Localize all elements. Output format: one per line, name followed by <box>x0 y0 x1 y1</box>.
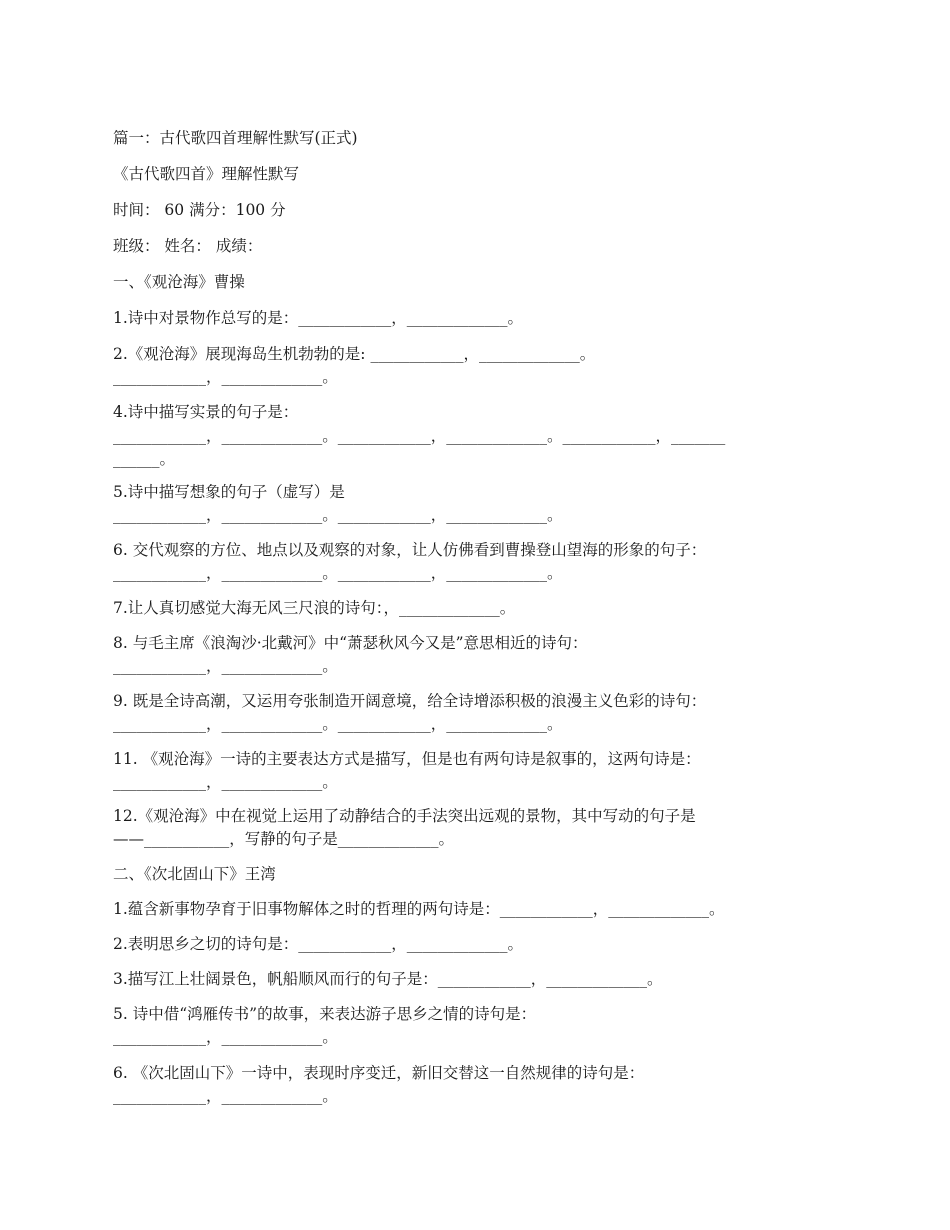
question-text: 1.蕴含新事物孕育于旧事物解体之时的哲理的两句诗是：____________，_____________。 <box>113 900 725 918</box>
answer-blanks: ______。 <box>113 450 176 468</box>
question-text: 12.《观沧海》中在视觉上运用了动静结合的手法突出远观的景物，其中写动的句子是 <box>113 807 696 825</box>
question-text: 6. 《次北固山下》一诗中，表现时序变迁，新旧交替这一自然规律的诗句是： <box>113 1064 645 1082</box>
student-info: 班级： 姓名： 成绩： <box>113 237 263 255</box>
question-text: 2.《观沧海》展现海岛生机勃勃的是: ____________，_____________。 <box>113 345 596 363</box>
question-text: 11. 《观沧海》一诗的主要表达方式是描写，但是也有两句诗是叙事的，这两句诗是： <box>113 750 701 768</box>
question-text: 5.诗中描写想象的句子（虚写）是 <box>113 483 345 501</box>
answer-blanks: ____________，_____________。 <box>113 657 338 675</box>
question-text: 3.描写江上壮阔景色，帆船顺风而行的句子是：____________，_____________。 <box>113 970 663 988</box>
section-heading: 二、《次北固山下》王湾 <box>113 865 276 883</box>
section-heading: 一、《观沧海》曹操 <box>113 273 245 291</box>
question-text: 9. 既是全诗高潮，又运用夸张制造开阔意境，给全诗增添积极的浪漫主义色彩的诗句： <box>113 692 707 710</box>
question-text: 1.诗中对景物作总写的是：____________，_____________。 <box>113 309 524 327</box>
answer-blanks: ____________，_____________。____________，_____________。____________，_______ <box>113 427 726 445</box>
question-text: 7.让人真切感觉大海无风三尺浪的诗句：，_____________。 <box>113 599 516 617</box>
answer-blanks: ——___________，写静的句子是_____________。 <box>113 830 455 848</box>
question-text: 6. 交代观察的方位、地点以及观察的对象，让人仿佛看到曹操登山望海的形象的句子： <box>113 541 707 559</box>
answer-blanks: ____________，_____________。 <box>113 368 338 386</box>
answer-blanks: ____________，_____________。 <box>113 1028 338 1046</box>
answer-blanks: ____________，_____________。____________，_____________。 <box>113 715 563 733</box>
answer-blanks: ____________，_____________。____________，_____________。 <box>113 506 563 524</box>
answer-blanks: ____________，_____________。 <box>113 1087 338 1105</box>
exam-time-score: 时间： 60 满分：100 分 <box>113 201 286 219</box>
question-text: 4.诗中描写实景的句子是： <box>113 403 299 421</box>
doc-subtitle: 《古代歌四首》理解性默写 <box>113 165 300 183</box>
question-text: 2.表明思乡之切的诗句是：____________，_____________。 <box>113 935 524 953</box>
answer-blanks: ____________，_____________。____________，_____________。 <box>113 564 563 582</box>
answer-blanks: ____________，_____________。 <box>113 773 338 791</box>
question-text: 5. 诗中借“鸿雁传书”的故事，来表达游子思乡之情的诗句是： <box>113 1005 537 1023</box>
question-text: 8. 与毛主席《浪淘沙·北戴河》中“萧瑟秋风今又是”意思相近的诗句： <box>113 634 588 652</box>
doc-title: 篇一：古代歌四首理解性默写(正式) <box>113 129 358 147</box>
